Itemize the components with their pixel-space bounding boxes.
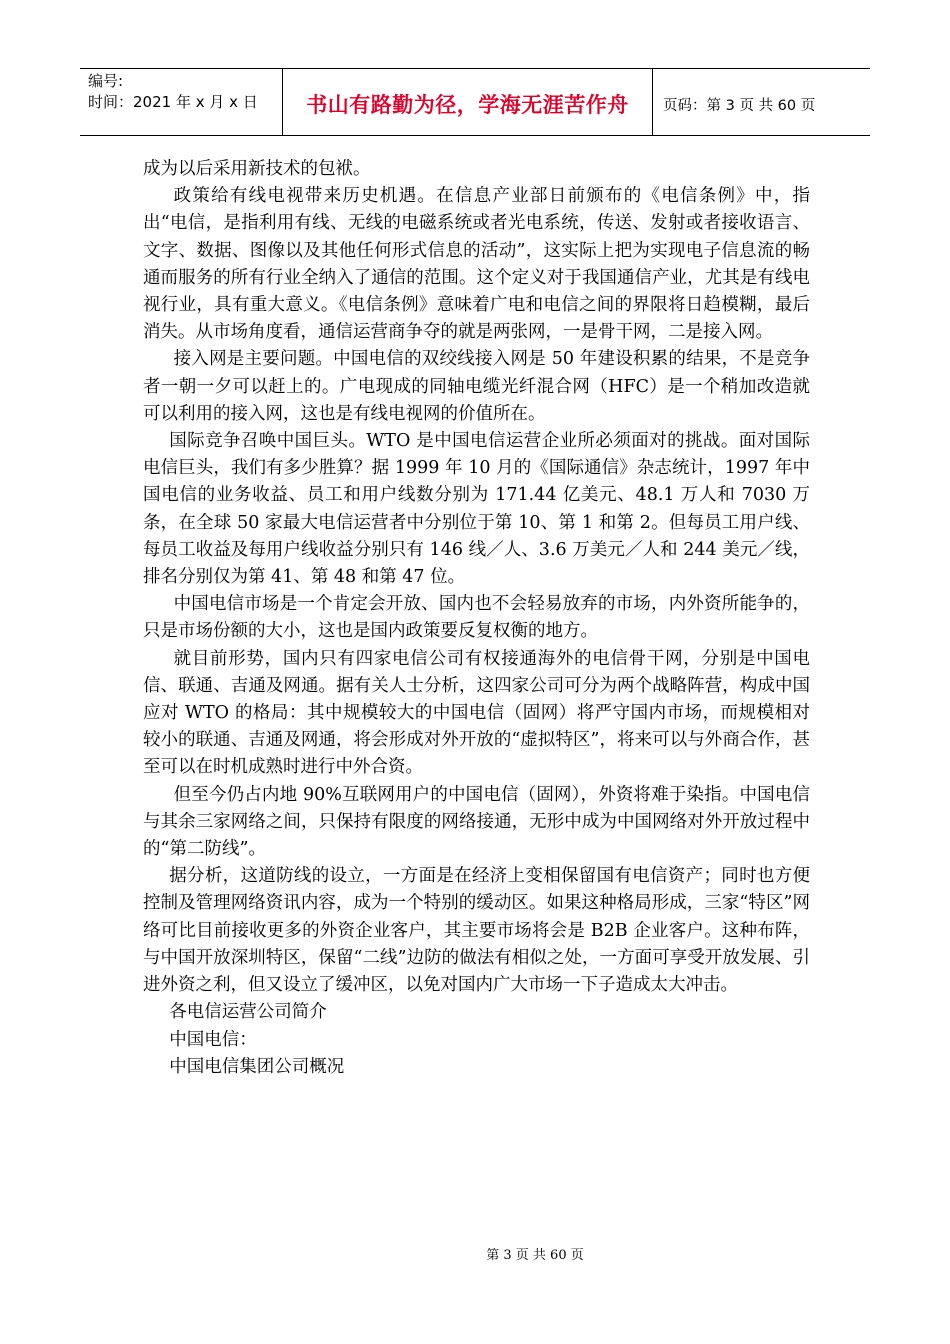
- footer-page-number: 第 3 页 共 60 页: [486, 1248, 584, 1263]
- page-header: [80, 68, 870, 136]
- section-heading: 中国电信：: [169, 1029, 257, 1050]
- section-heading: 中国电信集团公司概况: [169, 1056, 345, 1077]
- page-footer: [0, 1244, 950, 1263]
- paragraph: 成为以后采用新技术的包袱。: [143, 159, 371, 179]
- header-page-info: 页码：第 3 页 共 60 页: [663, 97, 816, 114]
- paragraph: 政策给有线电视带来历史机遇。在信息产业部日前颁布的《电信条例》中，指出“电信，是指利用有线、无线的电磁系统或者光电系统，传送、发射或者接收语言、文字、数据、图像以及其他任何形式信息的活动”，这实际上把为实现电子信息流的畅通而服务的所有行业全纳入了通信的范围。这个定义对于我国通信产业，尤其是有线电视行业，具有重大意义。《电信条例》意味着广电和电信之间的界限将日趋模糊，最后消失。从市场角度看，通信运营商争夺的就是两张网，一是骨干网，二是接入网。: [143, 186, 810, 343]
- header-motto: 书山有路勤为径，学海无涯苦作舟: [306, 93, 629, 117]
- document-number-label: 编号:: [88, 72, 124, 90]
- paragraph: 据分析，这道防线的设立，一方面是在经济上变相保留国有电信资产；同时也方便控制及管理网络资讯内容，成为一个特别的缓动区。如果这种格局形成，三家“特区”网络可比目前接收更多的外资企业客户，其主要市场将会是 B2B 企业客户。这种布阵，与中国开放深圳特区，保留“二线”边防的做法有相似之处，一方面可享受开放发展、引进外资之利，但又设立了缓冲区，以免对国内广大市场一下子造成太大冲击。: [143, 866, 810, 996]
- paragraph: 就目前形势，国内只有四家电信公司有权接通海外的电信骨干网，分别是中国电信、联通、吉通及网通。据有关人士分析，这四家公司可分为两个战略阵营，构成中国应对 WTO 的格局：其中规模较大的中国电信（固网）将严守国内市场，而规模相对较小的联通、吉通及网通，将会形成对外开放的“虚拟特区”，将来可以与外商合作，甚至可以在时机成熟时进行中外合资。: [143, 648, 810, 778]
- document-body: [143, 156, 810, 1081]
- section-heading: 各电信运营公司简介: [169, 1002, 327, 1023]
- paragraph: 国际竞争召唤中国巨头。WTO 是中国电信运营企业所必须面对的挑战。面对国际电信巨头，我们有多少胜算？据 1999 年 10 月的《国际通信》杂志统计，1997 年中国电信的业务收益、员工和用户线数分别为 171.44 亿美元、48.1 万人和 7030 万条，在全球 50 家最大电信运营者中分别位于第 10、第 1 和第 2。但每员工用户线、每员工收益及每用户线收益分别只有 146 线／人、3.6 万美元／人和 244 美元／线，排名分别仅为第 41、第 48 和第 47 位。: [143, 431, 810, 588]
- header-motto-cell: [283, 69, 653, 135]
- paragraph: 中国电信市场是一个肯定会开放、国内也不会轻易放弃的市场，内外资所能争的，只是市场份额的大小，这也是国内政策要反复权衡的地方。: [143, 594, 810, 642]
- paragraph: 但至今仍占内地 90%互联网用户的中国电信（固网），外资将难于染指。中国电信与其余三家网络之间，只保持有限度的网络接通，无形中成为中国网络对外开放过程中的“第二防线”。: [143, 784, 810, 860]
- document-date: 时间：2021 年 x 月 x 日: [88, 93, 258, 111]
- header-page-info-cell: [653, 69, 870, 135]
- paragraph: 接入网是主要问题。中国电信的双绞线接入网是 50 年建设积累的结果，不是竞争者一朝一夕可以赶上的。广电现成的同轴电缆光纤混合网（HFC）是一个稍加改造就可以利用的接入网，这也是有线电视网的价值所在。: [143, 349, 810, 424]
- header-meta: [80, 69, 283, 135]
